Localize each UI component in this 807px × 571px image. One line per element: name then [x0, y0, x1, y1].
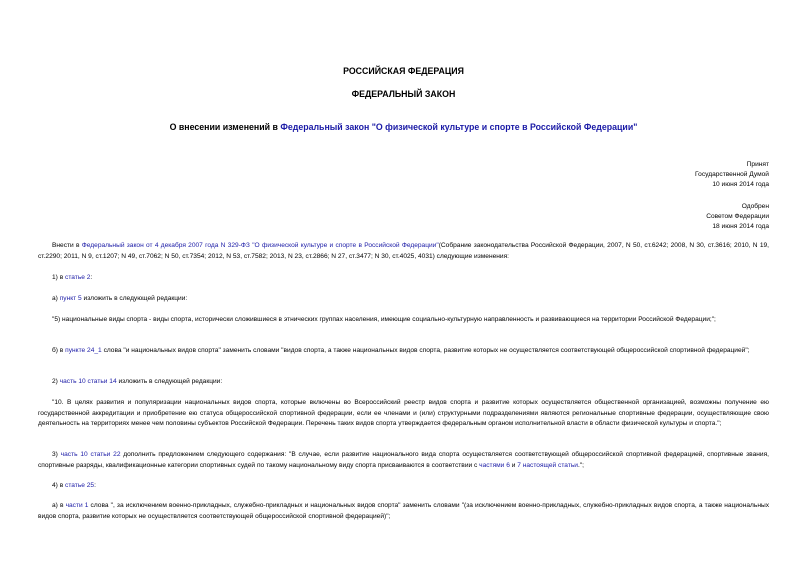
point-24-1-link[interactable]: пункте 24_1 — [65, 347, 102, 354]
law-link[interactable]: Федеральный закон от 4 декабря 2007 года N 329-ФЗ — [81, 242, 250, 249]
text: 2) — [52, 378, 60, 385]
part-1-link[interactable]: части 1 — [65, 502, 89, 509]
text: 4) в — [52, 482, 66, 489]
paragraph-item-3 — [38, 450, 769, 471]
law-title-prefix: О внесении изменений в — [169, 122, 281, 132]
text: а) в — [52, 502, 66, 509]
paragraph-item-2 — [38, 377, 769, 388]
text: 3) — [52, 451, 61, 458]
paragraph-quote-10: "10. В целях развития и популяризации национальных видов спорта, которые включены во Всероссийский реестр видов спорта и развитие которых осуществляется общественной организацией, возможны получение ею государственной аккредитации и приобретение ею статуса общероссийской спортивной федерации, если ее членами и (или) структурными подразделениями являются региональные спортивные федерации, осуществляющие свою деятельность на территориях менее чем половины субъектов Российской Федерации. Перечень таких видов спорта утверждается федеральным органом исполнительной власти в области физической культуры и спорта."; — [38, 399, 769, 427]
text: (Собрание законодательства Российской Федерации, 2007, N 50, ст.6242; 2008, N 30, ст.3616; 2010, N 19, ст.2290; 2011, N 9, ст.1207; N 49, ст.7062; N 50, ст.7354; 2012, N 53, ст.7582; 2013, N 23, ст.2866; N 27, ст.3477; N 30, ст.4025, 4031) следующие изменения: — [38, 242, 770, 260]
text: изложить в следующей редакции: — [81, 295, 188, 302]
text: б) в — [52, 347, 66, 354]
article-14-link[interactable]: часть 10 статьи 14 — [59, 378, 117, 385]
text: ."; — [577, 461, 584, 469]
paragraph-item-4a — [38, 501, 769, 522]
text: слова "и национальных видов спорта" заменить словами "видов спорта, а также национальных видов спорта, развитие которых не осуществляется соответствующей общероссийской спортивной федерацией"; — [101, 347, 750, 354]
paragraph-item-1a — [38, 294, 769, 305]
approved-line: Советом Федерации — [706, 213, 769, 220]
paragraph-quote-5: "5) национальные виды спорта - виды спорта, исторически сложившиеся в этнических группах населения, имеющие социально-культурную направленность и развивающиеся на территории Российской Федерации;"; — [52, 316, 716, 323]
doc-type-heading: ФЕДЕРАЛЬНЫЙ ЗАКОН — [351, 89, 456, 99]
text: 1) в — [52, 274, 66, 281]
article-22-link[interactable]: часть 10 статьи 22 — [60, 451, 121, 458]
accepted-line: Государственной Думой — [695, 171, 769, 178]
text: слова ", за исключением военно-прикладных, служебно-прикладных и национальных видов спорта" заменить словами "(за исключением военно-прикладных, служебно-прикладных видов спорта, а также национальных видов спорта, развитие которых не осуществляется соответствующей общероссийской спортивной федерацией)"; — [38, 502, 769, 520]
text: Внести в — [52, 242, 82, 249]
parts-6-link[interactable]: частями 6 — [479, 461, 510, 469]
law-title — [0, 122, 807, 132]
law-name-link[interactable]: "О физической культуре и спорте в Российской Федерации" — [252, 242, 439, 249]
paragraph-item-1 — [38, 273, 769, 284]
law-title-link[interactable]: Федеральный закон "О физической культуре и спорте в Российской Федерации" — [280, 122, 638, 132]
text: а) — [52, 295, 60, 302]
part-7-link[interactable]: 7 настоящей статьи — [517, 461, 578, 469]
article-2-link[interactable]: статье 2 — [65, 274, 91, 281]
text: изложить в следующей редакции: — [116, 378, 223, 385]
approved-block — [706, 202, 769, 232]
accepted-line: 10 июня 2014 года — [712, 181, 769, 188]
approved-line: 18 июня 2014 года — [712, 223, 769, 230]
text: : — [90, 274, 93, 281]
text: дополнить предложением следующего содержания: "В случае, если развитие национального вида спорта осуществляется соответствующей общероссийской спортивной федерацией, спортивные звания, спортивные разряды, квалификационные категории спортивных судей по такому национальному виду спорта присваиваются в соответствии с — [38, 451, 769, 469]
approved-line: Одобрен — [741, 203, 769, 210]
accepted-block — [695, 160, 769, 190]
paragraph-intro — [38, 241, 769, 262]
paragraph-item-4 — [38, 481, 769, 492]
accepted-line: Принят — [746, 161, 769, 168]
article-25-link[interactable]: статье 25 — [65, 482, 95, 489]
country-heading: РОССИЙСКАЯ ФЕДЕРАЦИЯ — [343, 66, 464, 76]
point-5-link[interactable]: пункт 5 — [59, 295, 82, 302]
text: и — [509, 461, 518, 469]
text: : — [94, 482, 96, 489]
paragraph-item-1b — [38, 346, 769, 357]
